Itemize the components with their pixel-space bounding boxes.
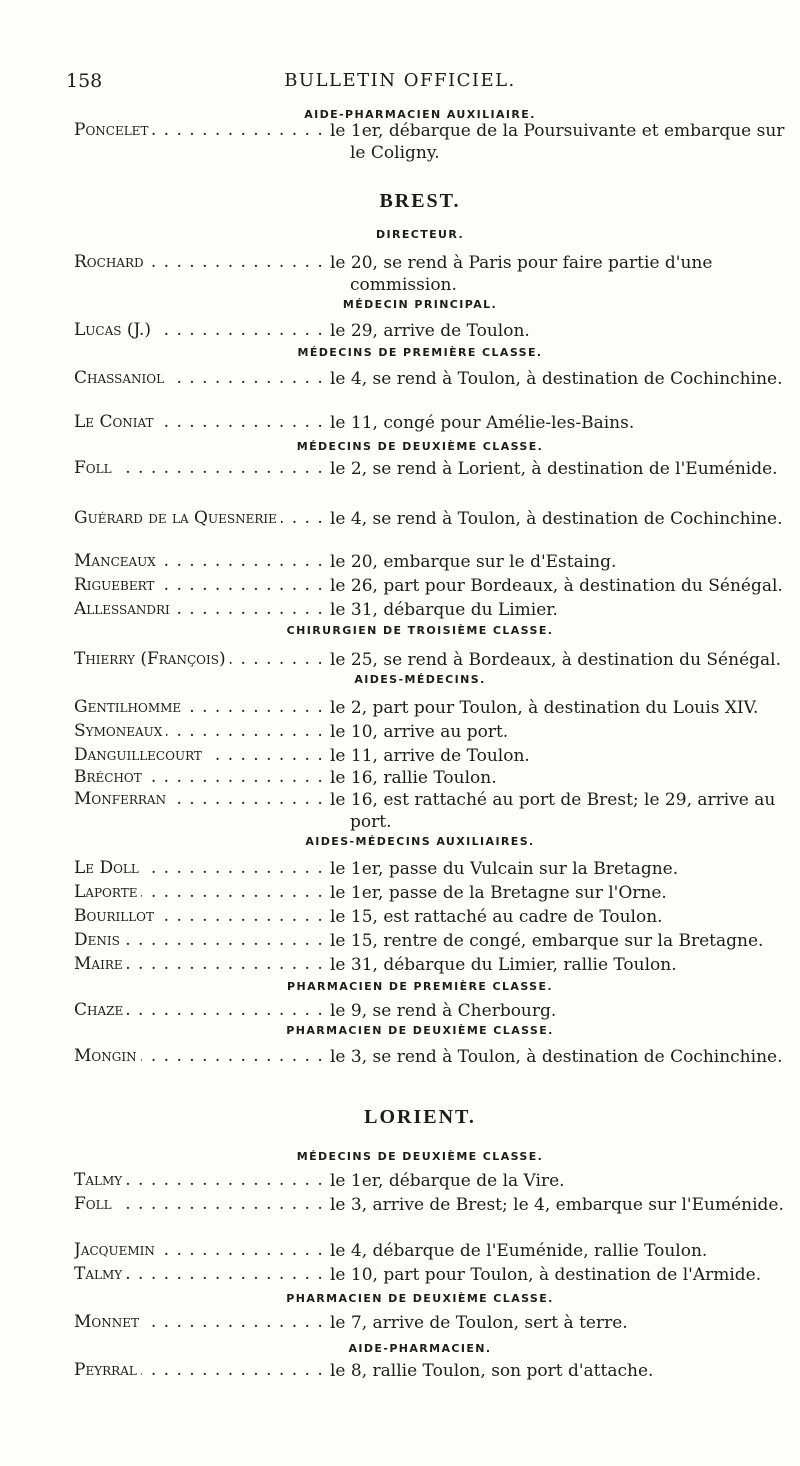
entry-name-label: Rochard — [74, 252, 148, 272]
entry-name — [74, 599, 334, 619]
entry-text: le 11, congé pour Amélie-les-Bains. — [330, 413, 635, 433]
entry-name — [74, 1360, 334, 1380]
entry-name — [74, 745, 334, 765]
entry-text: le 4, se rend à Toulon, à destination de Cochinchine. — [330, 369, 783, 389]
entry-name — [74, 789, 334, 809]
entry-name — [74, 508, 334, 528]
entry-name — [74, 120, 334, 140]
entry-name-label: Bréchot — [74, 767, 146, 787]
page-number: 158 — [66, 70, 103, 92]
entry-name-label: Chaze — [74, 1000, 127, 1020]
rank-heading: MÉDECIN PRINCIPAL. — [342, 298, 498, 311]
entry-name-label: Mongin — [74, 1046, 141, 1066]
rank-heading: MÉDECINS DE DEUXIÈME CLASSE. — [296, 440, 544, 453]
entry-name-label: Poncelet — [74, 120, 152, 140]
entry-name-label: Le Doll — [74, 858, 143, 878]
entry-name-label: Bourillot — [74, 906, 158, 926]
entry-name-label: Talmy — [74, 1170, 126, 1190]
entry-name-label: Jacquemin — [74, 1240, 159, 1260]
rank-heading: AIDE-PHARMACIEN AUXILIAIRE. — [304, 108, 536, 121]
entry-text: le 9, se rend à Cherbourg. — [330, 1001, 557, 1021]
entry-text: le 31, débarque du Limier. — [330, 600, 558, 620]
entry-text: le 10, arrive au port. — [330, 722, 509, 742]
entry-text: le 3, se rend à Toulon, à destination de Cochinchine. — [330, 1047, 783, 1067]
entry-name-label: Lucas (J.) — [74, 320, 155, 340]
entry-name — [74, 721, 334, 741]
entry-text: le 16, rallie Toulon. — [330, 768, 497, 788]
entry-text: le 1er, passe du Vulcain sur la Bretagne. — [330, 859, 679, 879]
page-header — [0, 70, 800, 100]
rank-heading: DIRECTEUR. — [375, 228, 465, 241]
entry-name — [74, 906, 334, 926]
entry-name-label: Symoneaux — [74, 721, 166, 741]
entry-text: le 1er, débarque de la Vire. — [330, 1171, 565, 1191]
entry-name-label: Monnet — [74, 1312, 143, 1332]
entry-name-label: Manceaux — [74, 551, 160, 571]
entry-name-label: Maire — [74, 954, 127, 974]
entry-name — [74, 767, 334, 787]
entry-name — [74, 1194, 334, 1214]
entry-name — [74, 1170, 334, 1190]
entry-text: le 1er, débarque de la Poursuivante et embarque sur le Coligny. — [330, 121, 785, 163]
entry-name-label: Peyrral — [74, 1360, 141, 1380]
entry-name — [74, 1046, 334, 1066]
entry-name — [74, 320, 334, 340]
rank-heading: AIDES-MÉDECINS. — [354, 673, 486, 686]
entry-name — [74, 458, 334, 478]
entry-name — [74, 412, 334, 432]
section-heading: BREST. — [379, 190, 461, 212]
entry-text: le 11, arrive de Toulon. — [330, 746, 530, 766]
rank-heading: PHARMACIEN DE DEUXIÈME CLASSE. — [286, 1292, 554, 1305]
entry-text: le 2, se rend à Lorient, à destination de l'Euménide. — [330, 459, 778, 479]
section-heading: LORIENT. — [364, 1106, 476, 1128]
entry-name-label: Foll — [74, 458, 116, 478]
entry-text: le 25, se rend à Bordeaux, à destination du Sénégal. — [330, 650, 781, 670]
entry-name-label: Danguillecourt — [74, 745, 206, 765]
entry-name — [74, 697, 334, 717]
entry-text: le 16, est rattaché au port de Brest; le 29, arrive au port. — [330, 790, 776, 832]
entry-text: le 15, rentre de congé, embarque sur la Bretagne. — [330, 931, 764, 951]
entry-name-label: Le Coniat — [74, 412, 158, 432]
entry-name-label: Foll — [74, 1194, 116, 1214]
entry-text: le 29, arrive de Toulon. — [330, 321, 530, 341]
entry-text: le 8, rallie Toulon, son port d'attache. — [330, 1361, 654, 1381]
entry-name — [74, 575, 334, 595]
entry-name-label: Thierry (François) — [74, 649, 230, 669]
entry-text: le 1er, passe de la Bretagne sur l'Orne. — [330, 883, 667, 903]
entry-name-label: Laporte — [74, 882, 141, 902]
entry-name — [74, 1264, 334, 1284]
entry-name-label: Talmy — [74, 1264, 126, 1284]
rank-heading: AIDE-PHARMACIEN. — [348, 1342, 492, 1355]
entry-name — [74, 954, 334, 974]
entry-text: le 31, débarque du Limier, rallie Toulon. — [330, 955, 677, 975]
entry-name-label: Denis — [74, 930, 124, 950]
running-title: BULLETIN OFFICIEL. — [284, 70, 516, 91]
entry-name-label: Guérard de la Quesnerie — [74, 508, 281, 528]
entry-text: le 4, débarque de l'Euménide, rallie Toulon. — [330, 1241, 708, 1261]
entry-text: le 20, embarque sur le d'Estaing. — [330, 552, 617, 572]
entry-text: le 3, arrive de Brest; le 4, embarque sur l'Euménide. — [330, 1195, 784, 1215]
entry-name — [74, 882, 334, 902]
entry-name-label: Gentilhomme — [74, 697, 185, 717]
entry-name — [74, 551, 334, 571]
rank-heading: AIDES-MÉDECINS AUXILIAIRES. — [305, 835, 535, 848]
entry-text: le 10, part pour Toulon, à destination de l'Armide. — [330, 1265, 762, 1285]
entry-name — [74, 858, 334, 878]
entry-text: le 2, part pour Toulon, à destination du Louis XIV. — [330, 698, 759, 718]
entry-text: le 15, est rattaché au cadre de Toulon. — [330, 907, 663, 927]
entry-name-label: Allessandri — [74, 599, 174, 619]
entry-name-label: Monferran — [74, 789, 170, 809]
entry-name — [74, 930, 334, 950]
entry-name — [74, 1000, 334, 1020]
entry-text: le 7, arrive de Toulon, sert à terre. — [330, 1313, 628, 1333]
entry-text: le 26, part pour Bordeaux, à destination du Sénégal. — [330, 576, 783, 596]
rank-heading: PHARMACIEN DE PREMIÈRE CLASSE. — [287, 980, 553, 993]
rank-heading: MÉDECINS DE DEUXIÈME CLASSE. — [296, 1150, 544, 1163]
entry-name — [74, 1240, 334, 1260]
rank-heading: PHARMACIEN DE DEUXIÈME CLASSE. — [286, 1024, 554, 1037]
entry-text: le 20, se rend à Paris pour faire partie d'une commission. — [330, 253, 713, 295]
entry-name — [74, 1312, 334, 1332]
entry-name-label: Chassaniol — [74, 368, 168, 388]
entry-name — [74, 252, 334, 272]
rank-heading: CHIRURGIEN DE TROISIÈME CLASSE. — [286, 624, 554, 637]
entry-text: le 4, se rend à Toulon, à destination de Cochinchine. — [330, 509, 783, 529]
rank-heading: MÉDECINS DE PREMIÈRE CLASSE. — [297, 346, 543, 359]
entry-name — [74, 368, 334, 388]
entry-name-label: Riguebert — [74, 575, 158, 595]
entry-name — [74, 649, 334, 669]
